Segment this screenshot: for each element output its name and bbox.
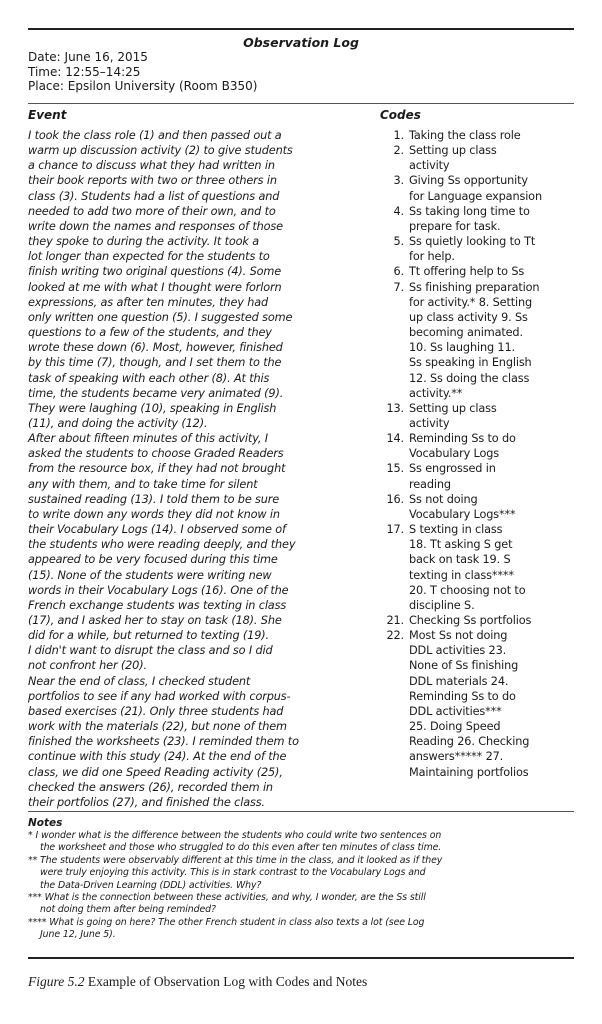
event-line: they spoke to during the activity. It took a	[28, 235, 259, 249]
event-line: They were laughing (10), speaking in English	[28, 401, 277, 415]
code-line	[380, 234, 576, 249]
code-line	[380, 340, 576, 355]
code-text: for Language expansion	[409, 189, 542, 203]
code-line	[380, 734, 576, 749]
code-line	[380, 173, 576, 188]
event-line: write down the names and responses of those	[28, 219, 283, 233]
code-line	[380, 477, 576, 492]
event-line: warm up discussion activity (2) to give students	[28, 144, 293, 158]
event-line: finished the worksheets (23). I reminded them to	[28, 735, 299, 749]
code-text: DDL materials 24.	[409, 674, 509, 688]
code-line	[380, 158, 576, 173]
code-text: Maintaining portfolios	[409, 765, 529, 779]
codes-column-header: Codes	[380, 108, 421, 122]
event-line: wrote these down (6). Most, however, finished	[28, 341, 283, 355]
code-text: 25. Doing Speed	[409, 720, 501, 734]
code-text: Vocabulary Logs***	[409, 507, 516, 521]
note-line: *** What is the connection between these activities, and why, I wonder, are the Ss still	[28, 892, 426, 904]
code-line	[380, 204, 576, 219]
code-number: 17.	[386, 523, 404, 537]
code-text: Checking Ss portfolios	[409, 614, 532, 627]
header-rule	[28, 103, 574, 104]
code-number: 6.	[393, 265, 404, 279]
code-line	[380, 219, 576, 234]
code-text: Ss finishing preparation	[409, 280, 540, 294]
code-line	[380, 249, 576, 264]
code-line	[380, 325, 576, 340]
event-line: finish writing two original questions (4). Some	[28, 265, 282, 279]
code-line	[380, 658, 576, 673]
code-text: activity	[409, 159, 450, 173]
code-line	[380, 371, 576, 386]
event-line: (11), and doing the activity (12).	[28, 416, 208, 430]
event-line: not confront her (20).	[28, 659, 147, 673]
code-line	[380, 310, 576, 325]
event-line: questions to a few of the students, and they	[28, 326, 272, 340]
event-line: from the resource box, if they had not brought	[28, 462, 286, 476]
code-text: None of Ss finishing	[409, 659, 519, 673]
code-line	[380, 143, 576, 158]
code-text: back on task 19. S	[409, 553, 511, 567]
event-line: portfolios to see if any had worked with corpus-	[28, 689, 291, 703]
code-text: prepare for task.	[409, 219, 501, 233]
event-line: (15). None of the students were writing new	[28, 568, 272, 582]
log-meta	[28, 50, 257, 94]
code-number: 4.	[393, 204, 404, 218]
event-line: sustained reading (13). I told them to be sure	[28, 492, 280, 506]
code-text: Vocabulary Logs	[409, 447, 500, 461]
event-line: class (3). Students had a list of questions and	[28, 189, 280, 203]
codes-list	[380, 128, 576, 780]
code-number: 21.	[386, 614, 404, 627]
code-number: 15.	[386, 462, 404, 476]
code-text: up class activity 9. Ss	[409, 310, 528, 324]
code-line	[380, 189, 576, 204]
event-line: Near the end of class, I checked student	[28, 674, 251, 688]
code-text: DDL activities 23.	[409, 644, 507, 658]
code-text: 18. Tt asking S get	[409, 538, 513, 552]
code-line	[380, 765, 576, 780]
event-line: did for a while, but returned to texting (19).	[28, 629, 269, 643]
event-line: their book reports with two or three others in	[28, 174, 277, 188]
code-line	[380, 446, 576, 461]
event-line: appeared to be very focused during this time	[28, 553, 278, 567]
note-line: **** What is going on here? The other French student in class also texts a lot (see Log	[28, 916, 425, 928]
code-text: Setting up class	[409, 144, 497, 158]
note-line: ** The students were observably different at this time in the class, and it looked as if they	[28, 854, 443, 866]
code-line	[380, 386, 576, 401]
code-text: for help.	[409, 250, 455, 264]
figure-caption	[28, 974, 367, 990]
log-place: Place: Epsilon University (Room B350)	[28, 79, 258, 94]
event-line: continue with this study (24). At the end of the	[28, 750, 287, 764]
event-line: only written one question (5). I suggested some	[28, 310, 293, 324]
code-line	[380, 355, 576, 370]
code-text: Ss quietly looking to Tt	[409, 235, 536, 249]
note-line: were truly enjoying this activity. This is in stark contrast to the Vocabulary Logs and	[40, 867, 426, 879]
figure-caption-text: Example of Observation Log with Codes and Notes	[84, 974, 368, 989]
code-text: Ss speaking in English	[409, 356, 532, 370]
bottom-rule	[28, 957, 574, 959]
event-line: checked the answers (26), recorded them in	[28, 780, 273, 794]
code-text: 20. T choosing not to	[409, 583, 526, 597]
code-line	[380, 749, 576, 764]
code-line	[380, 643, 576, 658]
log-title: Observation Log	[243, 35, 359, 50]
code-line	[380, 674, 576, 689]
event-line: class, we did one Speed Reading activity (25),	[28, 765, 283, 779]
event-line: based exercises (21). Only three students had	[28, 704, 284, 718]
event-line: expressions, as after ten minutes, they had	[28, 295, 269, 309]
code-text: Tt offering help to Ss	[409, 265, 525, 279]
code-line	[380, 295, 576, 310]
event-column-header: Event	[28, 108, 67, 122]
code-text: Reading 26. Checking	[409, 735, 530, 749]
code-text: Ss engrossed in	[409, 462, 496, 476]
code-number: 5.	[393, 235, 404, 249]
event-line: I didn't want to disrupt the class and so I did	[28, 644, 273, 658]
note-line: * I wonder what is the difference between the students who could write two sentences on	[28, 830, 442, 841]
code-text: S texting in class	[409, 523, 503, 537]
code-text: becoming animated.	[409, 326, 523, 340]
notes-list	[28, 830, 574, 942]
code-line	[380, 689, 576, 704]
code-text: texting in class****	[409, 568, 514, 582]
event-line: by this time (7), though, and I set them to the	[28, 356, 282, 370]
figure-label: Figure 5.2	[28, 974, 85, 989]
code-number: 2.	[393, 144, 404, 158]
code-line	[380, 613, 576, 628]
code-line	[380, 522, 576, 537]
notes-rule	[28, 811, 574, 812]
event-line: time, the students became very animated (9).	[28, 386, 284, 400]
note-line: the Data-Driven Learning (DDL) activities. Why?	[40, 879, 262, 891]
code-text: Most Ss not doing	[409, 629, 508, 643]
code-text: Reminding Ss to do	[409, 689, 516, 703]
event-line: asked the students to choose Graded Readers	[28, 447, 284, 461]
note-line: June 12, June 5).	[40, 929, 116, 941]
code-text: activity.**	[409, 386, 463, 400]
event-line: French exchange students was texting in class	[28, 598, 287, 612]
code-text: Giving Ss opportunity	[409, 174, 528, 188]
code-text: DDL activities***	[409, 704, 502, 718]
code-line	[380, 431, 576, 446]
code-number: 7.	[393, 280, 404, 294]
event-line: looked at me with what I thought were forlorn	[28, 280, 282, 294]
code-number: 14.	[386, 432, 404, 446]
event-line: their portfolios (27), and finished the class.	[28, 795, 265, 809]
code-number: 22.	[386, 629, 404, 643]
code-text: Taking the class role	[409, 129, 521, 142]
note-line: the worksheet and those who struggled to do this even after ten minutes of class time.	[40, 842, 442, 854]
code-line	[380, 280, 576, 295]
code-line	[380, 704, 576, 719]
code-text: Reminding Ss to do	[409, 432, 516, 446]
event-line: the students who were reading deeply, and they	[28, 538, 296, 552]
code-number: 3.	[393, 174, 404, 188]
top-rule	[28, 28, 574, 30]
note-line: not doing them after being reminded?	[40, 904, 216, 916]
code-line	[380, 507, 576, 522]
log-date: Date: June 16, 2015	[28, 50, 148, 64]
code-line	[380, 598, 576, 613]
event-line: work with the materials (22), but none of them	[28, 720, 287, 734]
event-line: words in their Vocabulary Logs (16). One of the	[28, 583, 289, 597]
event-line: I took the class role (1) and then passed out a	[28, 129, 282, 142]
code-line	[380, 583, 576, 598]
code-text: activity	[409, 416, 450, 430]
code-line	[380, 416, 576, 431]
code-line	[380, 719, 576, 734]
code-text: answers***** 27.	[409, 750, 504, 764]
code-text: for activity.* 8. Setting	[409, 295, 533, 309]
code-text: discipline S.	[409, 598, 475, 612]
code-number: 1.	[393, 129, 404, 142]
event-narrative	[28, 128, 368, 810]
event-line: any with them, and to take time for silent	[28, 477, 258, 491]
code-text: reading	[409, 477, 451, 491]
event-line: task of speaking with each other (8). At this	[28, 371, 270, 385]
code-line	[380, 552, 576, 567]
event-line: their Vocabulary Logs (14). I observed some of	[28, 523, 286, 537]
code-text: 10. Ss laughing 11.	[409, 341, 515, 355]
event-line: needed to add two more of their own, and to	[28, 204, 276, 218]
event-line: a chance to discuss what they had written in	[28, 159, 275, 173]
code-line	[380, 401, 576, 416]
code-line	[380, 264, 576, 279]
code-line	[380, 492, 576, 507]
event-line: to write down any words they did not know in	[28, 507, 280, 521]
code-number: 13.	[386, 401, 404, 415]
event-line: (17), and I asked her to stay on task (18). She	[28, 614, 282, 627]
code-text: Ss not doing	[409, 492, 478, 506]
code-text: Setting up class	[409, 401, 497, 415]
code-text: Ss taking long time to	[409, 204, 530, 218]
code-line	[380, 628, 576, 643]
code-line	[380, 461, 576, 476]
event-line: After about fifteen minutes of this activity, I	[28, 432, 268, 446]
notes-title: Notes	[28, 817, 63, 829]
code-number: 16.	[386, 492, 404, 506]
code-line	[380, 568, 576, 583]
code-line	[380, 128, 576, 143]
event-line: lot longer than expected for the students to	[28, 250, 270, 264]
log-time: Time: 12:55–14:25	[28, 64, 141, 79]
code-line	[380, 537, 576, 552]
code-text: 12. Ss doing the class	[409, 371, 530, 385]
